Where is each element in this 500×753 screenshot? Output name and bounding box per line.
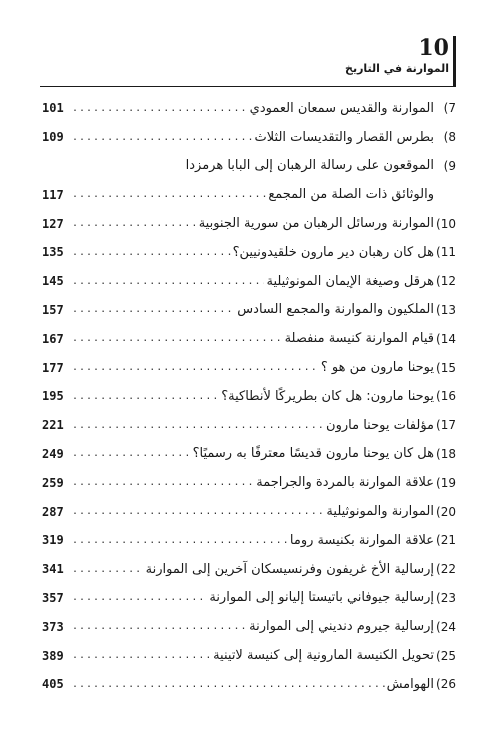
toc-entry-title: الهوامش bbox=[386, 676, 434, 692]
toc-entry-title: والوثائق ذات الصلة من المجمع bbox=[268, 187, 434, 203]
header-text bbox=[345, 36, 449, 76]
toc-entry-title: بطرس القصار والتقديسات الثلاث bbox=[254, 129, 434, 145]
toc-leader-dots bbox=[72, 679, 385, 690]
toc-entry-title: الموقعون على رسالة الرهبان إلى البابا هرمزدا bbox=[185, 158, 434, 174]
toc-entry-page: 341 bbox=[42, 562, 64, 577]
toc-entry-page: 319 bbox=[42, 533, 64, 548]
toc-entry-number: 9) bbox=[443, 158, 456, 173]
toc-entry-page: 405 bbox=[42, 677, 64, 692]
toc-leader-dots bbox=[72, 564, 144, 575]
toc-entry-title: هرقل وصيغة الإيمان المونوثيلية bbox=[266, 273, 434, 289]
toc-entry-number: 15) bbox=[436, 360, 456, 375]
toc-entry-title: قيام الموارنة كنيسة منفصلة bbox=[284, 331, 434, 347]
toc-entry-title: هل كان يوحنا مارون قديسًا معترفًا به رسميًا؟ bbox=[192, 446, 434, 462]
toc-entry-page: 373 bbox=[42, 619, 64, 634]
toc-entry-title: يوحنا مارون: هل كان بطريركًا لأنطاكية؟ bbox=[221, 388, 434, 404]
running-title: الموارنة في التاريخ bbox=[345, 62, 449, 75]
toc-leader-dots bbox=[72, 448, 191, 459]
toc-entry bbox=[42, 296, 456, 325]
toc-entry bbox=[42, 238, 456, 267]
toc-entry-page: 259 bbox=[42, 475, 64, 490]
toc-entry-title: إرسالية الأخ غريفون وفرنسيسكان آخرين إلى الموارنة bbox=[145, 561, 434, 577]
toc-entry-page: 117 bbox=[42, 187, 64, 202]
toc-entry-page: 389 bbox=[42, 648, 64, 663]
toc-entry-number: 7) bbox=[443, 101, 456, 116]
toc-leader-dots bbox=[72, 391, 219, 402]
toc-entry-number: 18) bbox=[436, 446, 456, 461]
toc-leader-dots bbox=[72, 621, 247, 632]
toc-entry bbox=[42, 411, 456, 440]
toc-entry bbox=[42, 468, 456, 497]
toc-entry-title: إرسالية جيوفاني باتيستا إليانو إلى الموارنة bbox=[209, 590, 434, 606]
toc-leader-dots bbox=[72, 592, 207, 603]
toc-entry-title: الموارنة والقديس سمعان العمودي bbox=[249, 100, 434, 116]
page-header bbox=[345, 36, 456, 86]
toc-entry-number: 16) bbox=[436, 389, 456, 404]
toc-leader-dots bbox=[72, 218, 197, 229]
toc-entry bbox=[42, 497, 456, 526]
toc-entry-title: الموارنة والمونوثيلية bbox=[326, 504, 434, 520]
page-number: 10 bbox=[418, 35, 449, 61]
table-of-contents bbox=[42, 94, 456, 699]
toc-leader-dots bbox=[72, 650, 211, 661]
toc-entry bbox=[42, 180, 456, 209]
toc-entry-page: 177 bbox=[42, 360, 64, 375]
toc-entry-page: 157 bbox=[42, 302, 64, 317]
header-rule bbox=[40, 86, 456, 87]
toc-entry-title: علاقة الموارنة بالمردة والجراجمة bbox=[256, 475, 434, 491]
toc-entry-page: 135 bbox=[42, 245, 64, 260]
toc-entry-number: 26) bbox=[436, 677, 456, 692]
toc-entry-page: 195 bbox=[42, 389, 64, 404]
toc-leader-dots bbox=[72, 189, 266, 200]
toc-entry-page: 109 bbox=[42, 130, 64, 145]
toc-leader-dots bbox=[72, 333, 283, 344]
toc-entry-title: تحويل الكنيسة المارونية إلى كنيسة لاتينية bbox=[213, 648, 434, 664]
toc-entry-number: 24) bbox=[436, 619, 456, 634]
toc-leader-dots bbox=[72, 420, 324, 431]
toc-entry-number: 22) bbox=[436, 562, 456, 577]
toc-leader-dots bbox=[72, 362, 319, 373]
toc-entry-title: علاقة الموارنة بكنيسة روما bbox=[289, 532, 434, 548]
toc-entry-title: إرسالية جيروم دنديني إلى الموارنة bbox=[249, 619, 434, 635]
toc-entry-number: 19) bbox=[436, 475, 456, 490]
toc-entry-number: 8) bbox=[443, 130, 456, 145]
toc-entry bbox=[42, 94, 456, 123]
toc-entry-page: 249 bbox=[42, 446, 64, 461]
toc-entry bbox=[42, 353, 456, 382]
toc-entry-title: الملكيون والموارنة والمجمع السادس bbox=[237, 302, 434, 318]
toc-entry bbox=[42, 382, 456, 411]
toc-entry-page: 101 bbox=[42, 101, 64, 116]
toc-entry-number: 23) bbox=[436, 590, 456, 605]
toc-entry-title: مؤلفات يوحنا مارون bbox=[326, 417, 434, 433]
toc-entry bbox=[42, 641, 456, 670]
toc-entry-page: 167 bbox=[42, 331, 64, 346]
toc-entry-page: 357 bbox=[42, 590, 64, 605]
toc-entry bbox=[42, 152, 456, 181]
toc-leader-dots bbox=[72, 535, 288, 546]
toc-leader-dots bbox=[72, 276, 264, 287]
toc-entry-page: 221 bbox=[42, 418, 64, 433]
toc-entry-number: 20) bbox=[436, 504, 456, 519]
toc-entry bbox=[42, 267, 456, 296]
toc-entry-title: يوحنا مارون من هو ؟ bbox=[320, 360, 434, 376]
toc-entry-number: 13) bbox=[436, 302, 456, 317]
toc-entry bbox=[42, 584, 456, 613]
toc-entry bbox=[42, 612, 456, 641]
toc-entry-number: 21) bbox=[436, 533, 456, 548]
toc-leader-dots bbox=[72, 506, 324, 517]
toc-entry-number: 17) bbox=[436, 418, 456, 433]
toc-leader-dots bbox=[72, 304, 235, 315]
toc-entry bbox=[42, 670, 456, 699]
toc-entry-number: 12) bbox=[436, 274, 456, 289]
toc-entry-title: هل كان رهبان دير مارون خلقيدونيين؟ bbox=[232, 244, 434, 260]
toc-entry-number: 25) bbox=[436, 648, 456, 663]
toc-entry bbox=[42, 555, 456, 584]
toc-leader-dots bbox=[72, 103, 248, 114]
toc-entry-number: 10) bbox=[436, 216, 456, 231]
toc-entry-number: 14) bbox=[436, 331, 456, 346]
toc-leader-dots bbox=[72, 132, 253, 143]
toc-entry-page: 287 bbox=[42, 504, 64, 519]
toc-leader-dots bbox=[72, 477, 254, 488]
toc-entry-page: 145 bbox=[42, 274, 64, 289]
toc-entry bbox=[42, 324, 456, 353]
toc-entry-page: 127 bbox=[42, 216, 64, 231]
toc-entry-number: 11) bbox=[436, 245, 456, 260]
toc-entry bbox=[42, 209, 456, 238]
toc-entry bbox=[42, 440, 456, 469]
toc-entry bbox=[42, 123, 456, 152]
toc-entry-title: الموارنة ورسائل الرهبان من سورية الجنوبية bbox=[198, 216, 434, 232]
header-vertical-rule bbox=[453, 36, 456, 86]
toc-leader-dots bbox=[72, 247, 231, 258]
toc-entry bbox=[42, 526, 456, 555]
